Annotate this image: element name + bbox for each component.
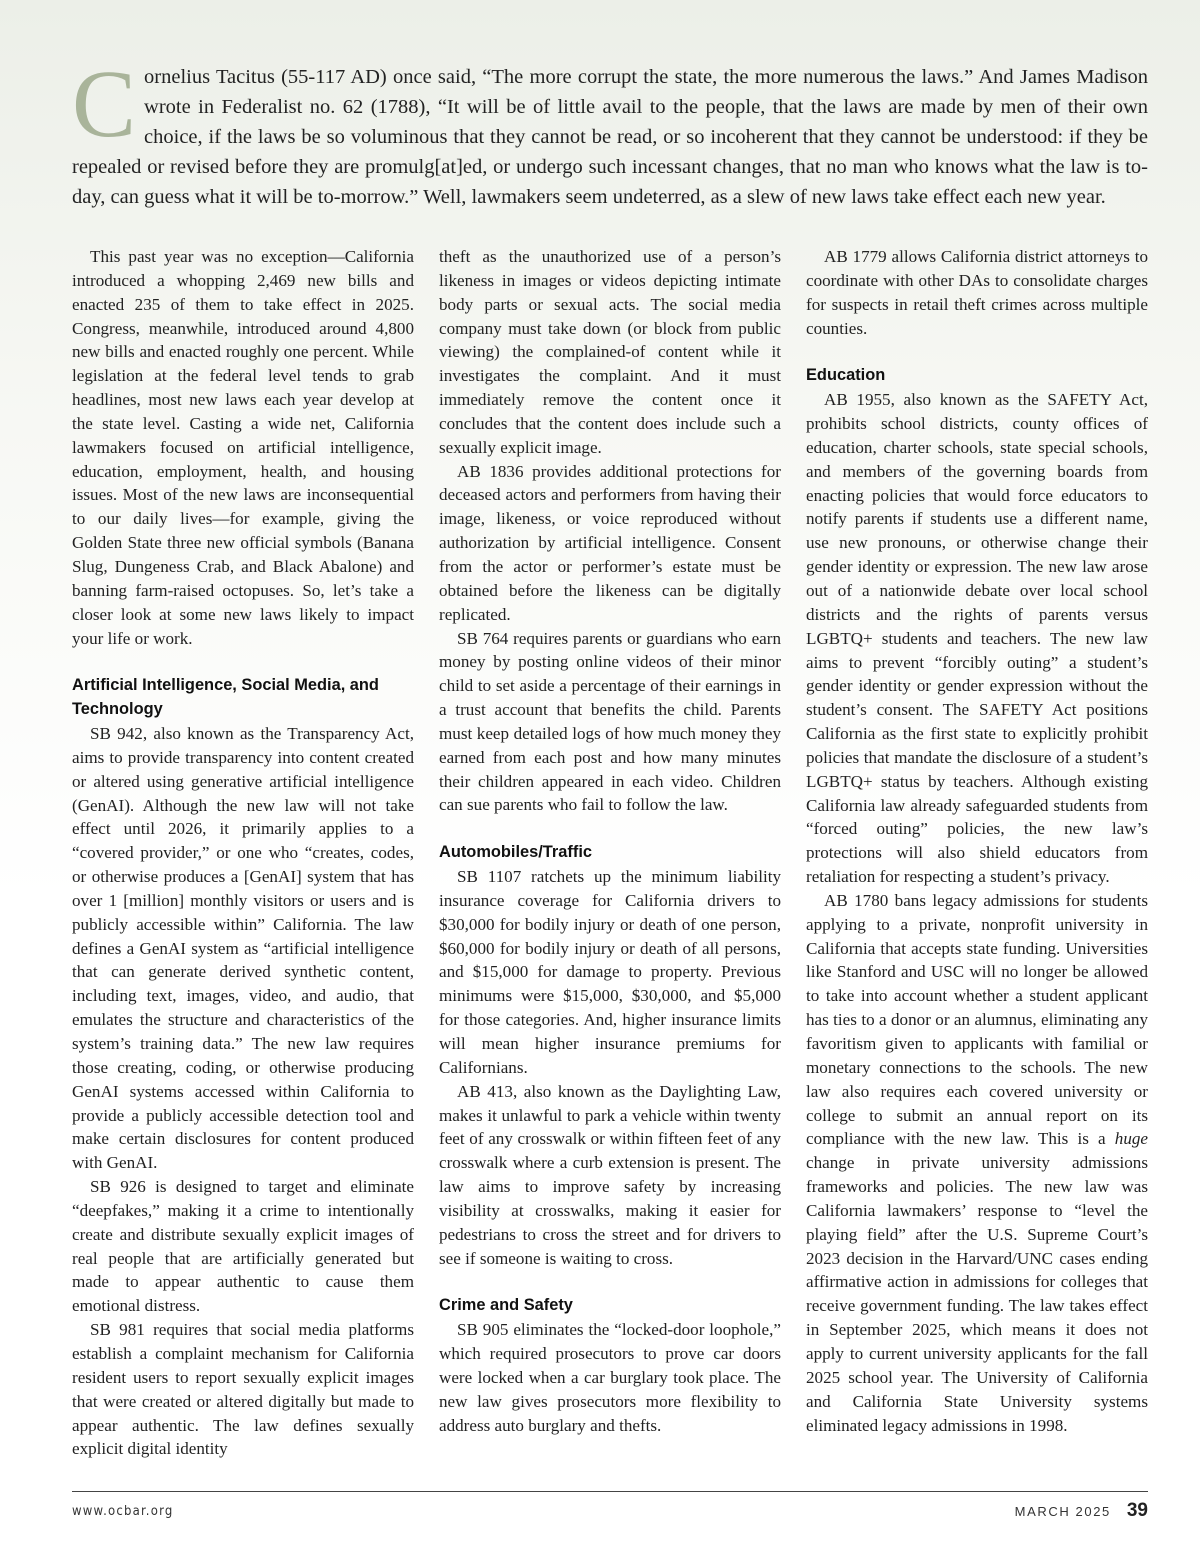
ab1780-text-b: change in private university admissions frameworks and policies. The new law was California lawmakers’ response to “level the playing field” after the U.S. Supreme Court’s 2023 decision in the Harvard/UNC cases ending affirmative action in admissions for colleges that receive government funding. The law takes effect in September 2025, which means it does not apply to current university applicants for the fall 2025 school year. The University of California and California State University systems eliminated legacy admissions in 1998.	[806, 1153, 1148, 1435]
column-3	[806, 245, 1148, 1461]
paragraph-ab413: AB 413, also known as the Daylighting Law, makes it unlawful to park a vehicle within twenty feet of any crosswalk or within fifteen feet of any crosswalk where a curb extension is present. The law aims to improve safety by increasing visibility at crosswalks, making it easier for pedestrians to cross the street and for drivers to see if someone is waiting to cross.	[439, 1081, 781, 1268]
footer-rule	[72, 1491, 1148, 1492]
footer-issue-block	[1015, 1500, 1148, 1522]
paragraph-ab1779: AB 1779 allows California district attorneys to coordinate with other DAs to consolidate charges for suspects in retail theft crimes across multiple counties.	[806, 247, 1148, 338]
paragraph-sb942: SB 942, also known as the Transparency Act, aims to provide transparency into content created or altered using generative artificial intelligence (GenAI). Although the new law will not take effect until 2026, it primarily applies to a “covered provider,” or one who “creates, codes, or otherwise produces a [GenAI] system that has over 1 [million] monthly visitors or users and is publicly accessible within” California. The law defines a GenAI system as “artificial intelligence that can generate derived synthetic content, including text, images, video, and audio, that emulates the structure and characteristics of the system’s training data.” The new law requires those creating, coding, or otherwise producing GenAI systems accessed within California to provide a publicly accessible detection tool and make certain disclosures for content produced with GenAI.	[72, 724, 414, 1173]
paragraph-opening: This past year was no exception—California introduced a whopping 2,469 new bills and enacted 235 of them to take effect in 2025. Congress, meanwhile, introduced around 4,800 new bills and enacted roughly one percent. While legislation at the federal level tends to grab headlines, most new laws each year develop at the state level. Casting a wide net, California lawmakers focused on artificial intelligence, education, employment, health, and housing issues. Most of the new laws are inconsequential to our daily lives—for example, giving the Golden State three new official symbols (Banana Slug, Dungeness Crab, and Black Abalone) and banning farm-raised octopuses. So, let’s take a closer look at some new laws likely to impact your life or work.	[72, 247, 414, 648]
heading-automobiles-traffic: Automobiles/Traffic	[439, 843, 592, 862]
paragraph-sb926: SB 926 is designed to target and eliminate “deepfakes,” making it a crime to intentionally create and distribute sexually explicit images of real people that are artificially generated but made to appear authentic to cause them emotional distress.	[72, 1177, 414, 1316]
footer-website: www.ocbar.org	[72, 1504, 174, 1519]
paragraph-sb905: SB 905 eliminates the “locked-door loophole,” which required prosecutors to prove car doors were locked when a car burglary took place. The new law gives prosecutors more flexibility to address auto burglary and thefts.	[439, 1320, 781, 1435]
paragraph-sb1107: SB 1107 ratchets up the minimum liability insurance coverage for California drivers to $30,000 for bodily injury or death of one person, $60,000 for bodily injury or death of all persons, and $15,000 for damage to property. Previous minimums were $15,000, $30,000, and $5,000 for those categories. And, higher insurance limits will mean higher insurance premiums for Californians.	[439, 867, 781, 1077]
intro-block	[72, 50, 1148, 212]
paragraph-sb764: SB 764 requires parents or guardians who earn money by posting online videos of their minor child to set aside a percentage of their earnings in a trust account that benefits the child. Parents must keep detailed logs of how much money they earned from each post and how many minutes their children appeared in each video. Children can sue parents who fail to follow the law.	[439, 628, 781, 815]
drop-cap: C	[72, 50, 137, 157]
paragraph-ab1780	[806, 889, 1148, 1437]
column-1	[72, 245, 414, 1461]
paragraph-sb981-continued: theft as the unauthorized use of a person’s likeness in images or videos depicting intimate body parts or sexual acts. The social media company must take down (or block from public viewing) the complained-of content while it investigates the complaint. And it must immediately remove the content once it concludes that the content does include such a sexually explicit image.	[439, 247, 781, 457]
heading-ai-social-media-technology: Artificial Intelligence, Social Media, and Technology	[72, 676, 379, 719]
paragraph-ab1836: AB 1836 provides additional protections for deceased actors and performers from having their image, likeness, or voice reproduced without authorization by artificial intelligence. Consent from the actor or performer’s estate must be obtained before the likeness can be digitally replicated.	[439, 461, 781, 624]
footer-issue: MARCH 2025	[1014, 1504, 1111, 1519]
paragraph-ab1955: AB 1955, also known as the SAFETY Act, prohibits school districts, county offices of education, charter schools, state special schools, and members of the governing boards from enacting policies that would force educators to notify parents if students use a different name, use new pronouns, or otherwise change their gender identity or expression. The new law arose out of a nationwide debate over local school districts and the rights of parents versus LGBTQ+ students and teachers. The new law aims to prevent “forcibly outing” a student’s gender identity or gender expression without the student’s consent. The SAFETY Act positions California as the first state to explicitly prohibit policies that mandate the disclosure of a student’s LGBTQ+ status by teachers. Although existing California law already safeguarded students from “forced outing” policies, the new law’s protections will also shield educators from retaliation for respecting a student’s privacy.	[806, 390, 1148, 887]
ab1780-emphasis: huge	[1114, 1129, 1148, 1149]
article-columns	[72, 245, 1148, 1461]
intro-paragraph	[72, 50, 1148, 212]
intro-text: ornelius Tacitus (55-117 AD) once said, “The more corrupt the state, the more numerous the laws.” And James Madison wrote in Federalist no. 62 (1788), “It will be of little avail to the people, that the laws are made by men of their own choice, if the laws be so voluminous that they cannot be read, or so incoherent that they cannot be understood: if they be repealed or revised before they are promulg[at]ed, or undergo such incessant changes, that no man who knows what the law is to-day, can guess what it will be to-morrow.” Well, lawmakers seem undeterred, as a slew of new laws take effect each new year.	[72, 66, 1148, 208]
paragraph-sb981: SB 981 requires that social media platforms establish a complaint mechanism for California resident users to report sexually explicit images that were created or altered digitally but made to appear authentic. The law defines sexually explicit digital identity	[72, 1320, 414, 1459]
page-number: 39	[1126, 1500, 1148, 1521]
heading-education: Education	[806, 366, 886, 385]
ab1780-text-a: AB 1780 bans legacy admissions for students applying to a private, nonprofit university in California that accepts state funding. Universities like Stanford and USC will no longer be allowed to take into account whether a student applicant has ties to a donor or an alumnus, eliminating any favoritism given to applicants with familial or monetary connections to the schools. The new law also requires each covered university or college to submit an annual report on its compliance with the new law. This is a	[806, 890, 1148, 1149]
heading-crime-safety: Crime and Safety	[439, 1296, 573, 1315]
column-2	[439, 245, 781, 1461]
